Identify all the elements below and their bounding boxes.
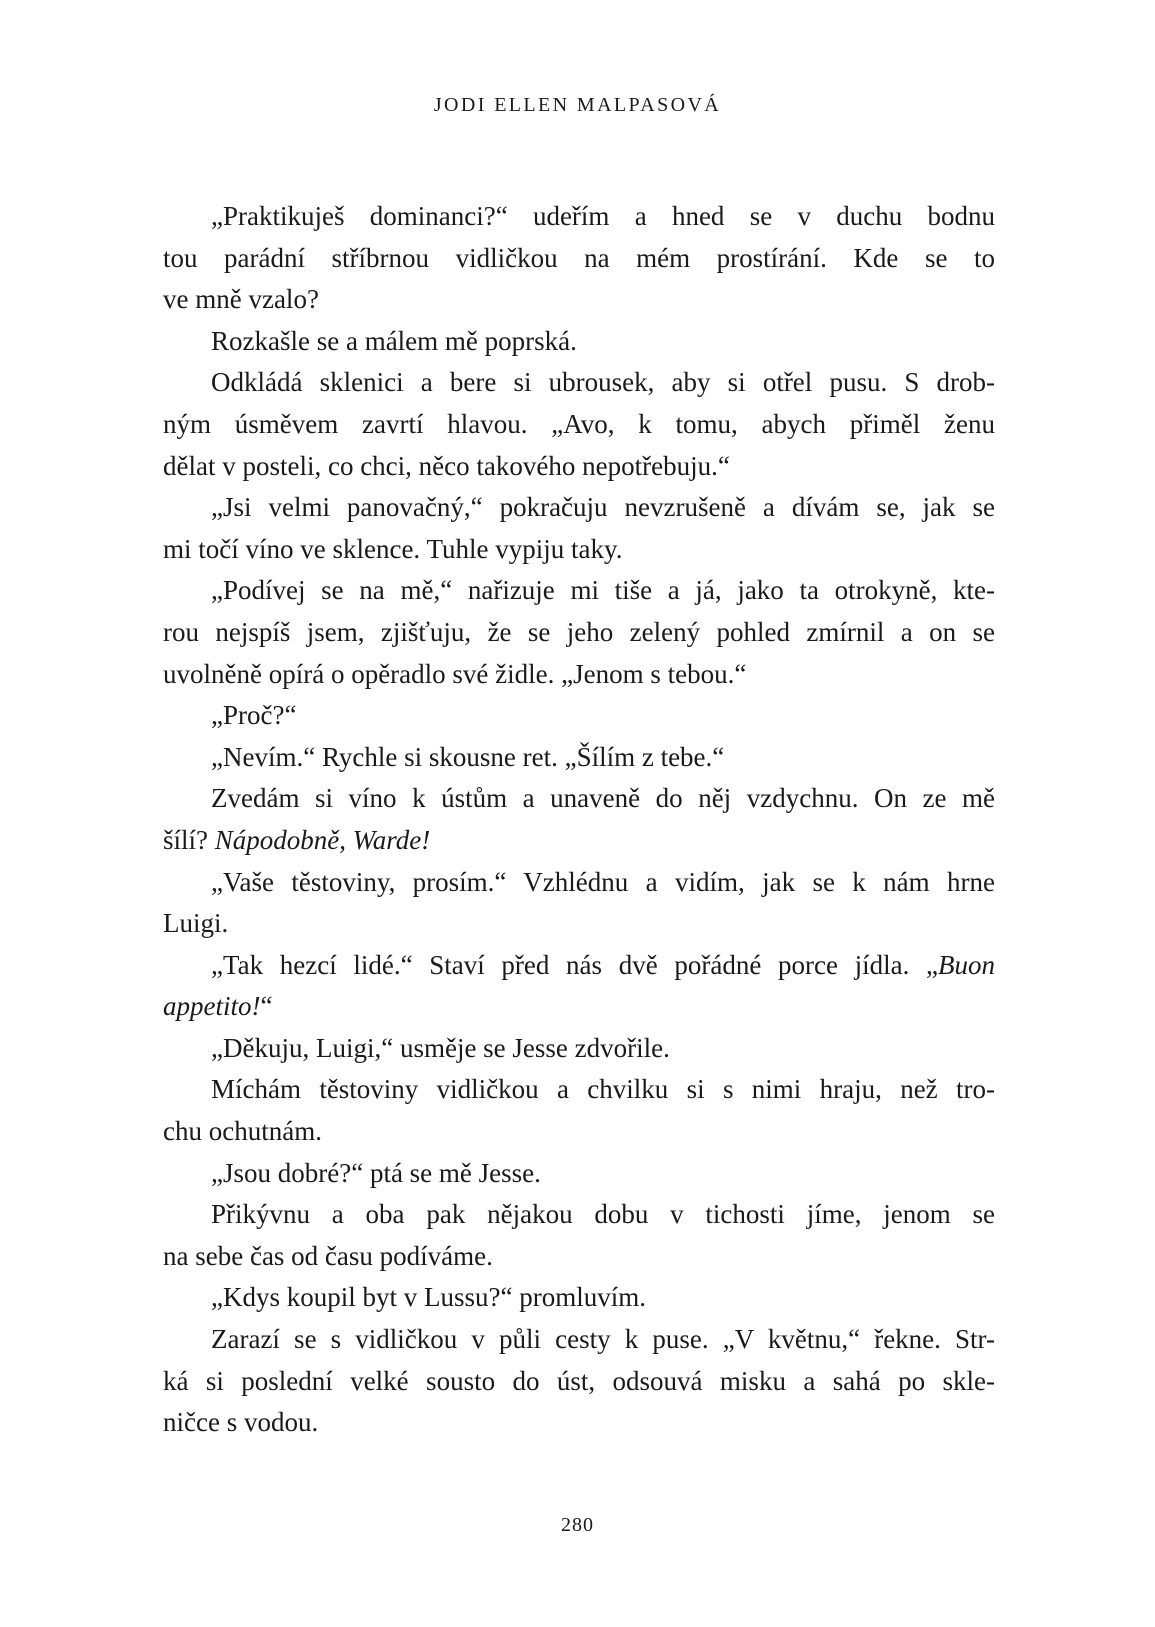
text-run: „Vaše těstoviny, prosím.“ Vzhlédnu a vidím, jak se k nám hrne (211, 866, 995, 897)
italic-text-run: Buon (938, 949, 995, 980)
text-line (163, 279, 995, 321)
text-line (163, 737, 995, 779)
text-run: ve mně vzalo? (163, 284, 319, 315)
text-run: dělat v posteli, co chci, něco takového nepotřebuju.“ (163, 450, 730, 481)
text-run: „Děkuju, Luigi,“ usměje se Jesse zdvořile. (211, 1032, 670, 1063)
body-text (163, 196, 995, 1444)
text-line (163, 862, 995, 904)
text-run: rou nejspíš jsem, zjišťuju, že se jeho zelený pohled zmírnil a on se (163, 616, 995, 647)
text-run: Zvedám si víno k ústům a unaveně do něj vzdychnu. On ze mě (211, 783, 995, 814)
text-line (163, 1069, 995, 1111)
text-run: Míchám těstoviny vidličkou a chvilku si s nimi hraju, než tro- (211, 1074, 995, 1105)
text-run: šílí? (163, 824, 215, 855)
page-number: 280 (561, 1514, 594, 1536)
text-run: Zarazí se s vidličkou v půli cesty k puse. „V květnu,“ řekne. Str- (211, 1324, 995, 1355)
text-line (163, 404, 995, 446)
text-line (163, 1194, 995, 1236)
text-run: chu ochutnám. (163, 1116, 322, 1147)
text-line (163, 778, 995, 820)
text-run: „Praktikuješ dominanci?“ udeřím a hned se v duchu bodnu (211, 201, 995, 231)
text-line (163, 1236, 995, 1278)
text-run: „Jsou dobré?“ ptá se mě Jesse. (211, 1157, 541, 1188)
text-line (163, 945, 995, 987)
text-line (163, 1111, 995, 1153)
text-line (163, 196, 995, 238)
text-line (163, 903, 995, 945)
text-run: „Jsi velmi panovačný,“ pokračuju nevzrušeně a dívám se, jak se (211, 492, 995, 523)
text-run: Luigi. (163, 908, 229, 939)
text-line (163, 1402, 995, 1444)
text-line (163, 1277, 995, 1319)
text-line (163, 362, 995, 404)
text-run: Přikývnu a oba pak nějakou dobu v tichosti jíme, jenom se (211, 1199, 995, 1230)
text-line (163, 986, 995, 1028)
text-line (163, 238, 995, 280)
running-head: JODI ELLEN MALPASOVÁ (433, 94, 722, 116)
text-line (163, 695, 995, 737)
text-run: ničce s vodou. (163, 1407, 319, 1438)
text-run: „Nevím.“ Rychle si skousne ret. „Šílím z tebe.“ (211, 741, 725, 772)
text-line (163, 820, 995, 862)
text-line (163, 654, 995, 696)
text-run: mi točí víno ve sklence. Tuhle vypiju taky. (163, 533, 623, 564)
text-run: Odkládá sklenici a bere si ubrousek, aby si otřel pusu. S drob- (211, 367, 995, 398)
text-run: tou parádní stříbrnou vidličkou na mém prostírání. Kde se to (163, 242, 995, 273)
text-line (163, 446, 995, 488)
text-run: „Podívej se na mě,“ nařizuje mi tiše a já, jako ta otrokyně, kte- (211, 575, 995, 606)
text-line (163, 1361, 995, 1403)
text-run: na sebe čas od času podíváme. (163, 1240, 493, 1271)
text-line (163, 529, 995, 571)
text-line (163, 1153, 995, 1195)
italic-text-run: appetito! (163, 991, 261, 1022)
text-line (163, 487, 995, 529)
text-run: „Kdys koupil byt v Lussu?“ promluvím. (211, 1282, 646, 1313)
text-line (163, 570, 995, 612)
text-run: Rozkašle se a málem mě poprská. (211, 325, 577, 356)
text-line (163, 1028, 995, 1070)
text-run: „Tak hezcí lidé.“ Staví před nás dvě pořádné porce jídla. „ (211, 949, 938, 980)
text-run: “ (260, 991, 273, 1022)
text-line (163, 1319, 995, 1361)
text-line (163, 321, 995, 363)
text-run: ká si poslední velké sousto do úst, odsouvá misku a sahá po skle- (163, 1365, 995, 1396)
text-run: uvolněně opírá o opěradlo své židle. „Jenom s tebou.“ (163, 658, 747, 689)
text-line (163, 612, 995, 654)
text-run: ným úsměvem zavrtí hlavou. „Avo, k tomu, abych přiměl ženu (163, 408, 995, 439)
italic-text-run: Nápodobně, Warde! (214, 824, 431, 855)
text-run: „Proč?“ (211, 700, 297, 731)
